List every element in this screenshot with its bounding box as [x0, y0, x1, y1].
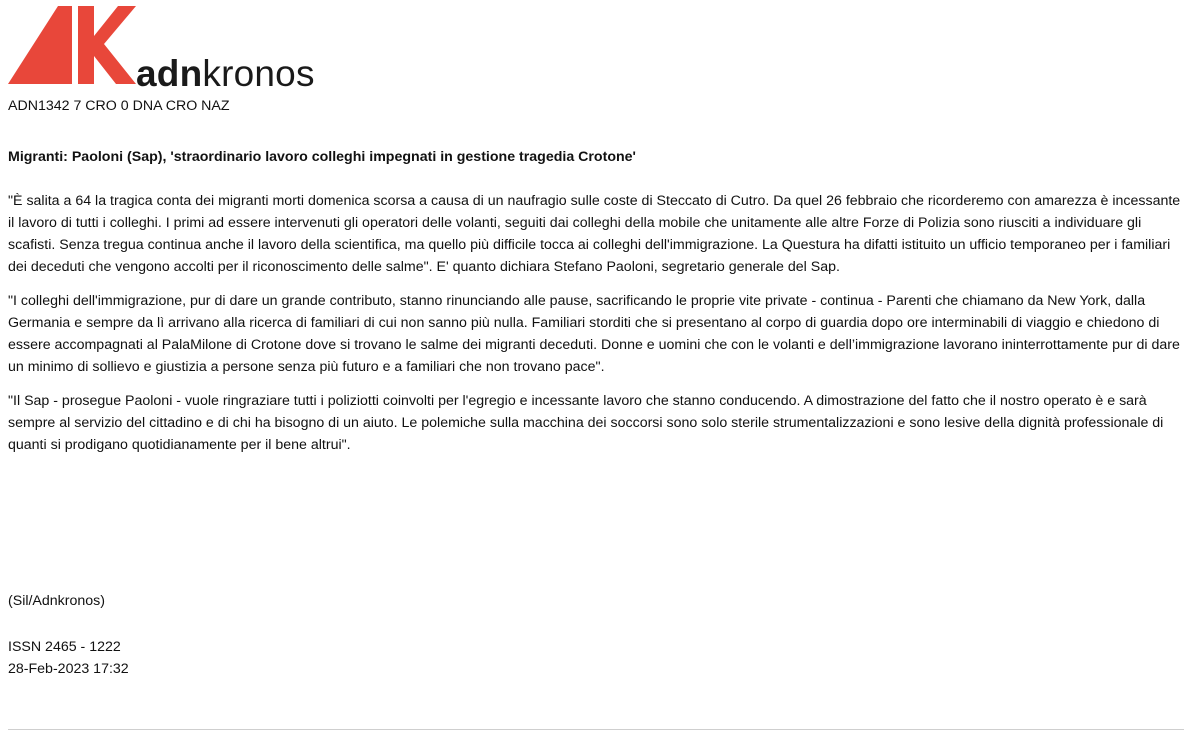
article-paragraph-1: "È salita a 64 la tragica conta dei migranti morti domenica scorsa a causa di un naufragio sulle coste di Steccato di Cutro. Da quel 26 febbraio che ricorderemo con amarezza è incessante il lavoro di tutti i colleghi. I primi ad essere intervenuti gli operatori delle volanti, seguiti dai colleghi della mobile che unitamente alle altre Forze di Polizia sono riusciti a individuare gli scafisti. Senza tregua continua anche il lavoro della scientifica, ma quello più difficile tocca ai colleghi dell'immigrazione. La Questura ha difatti istituito un ufficio temporaneo per i familiari dei deceduti che vengono accolti per il riconoscimento delle salme". E' quanto dichiara Stefano Paoloni, segretario generale del Sap. [8, 193, 1181, 275]
article-body [8, 190, 1184, 468]
logo-brand-regular: kronos [202, 53, 315, 94]
adnkronos-logo [8, 6, 338, 94]
dispatch-code: ADN1342 7 CRO 0 DNA CRO NAZ [8, 98, 230, 114]
bottom-divider [8, 729, 1184, 730]
publication-date: 28-Feb-2023 17:32 [8, 661, 129, 677]
article-paragraph-3: "Il Sap - prosegue Paoloni - vuole ringraziare tutti i poliziotti coinvolti per l'egregio e incessante lavoro che stanno conducendo. A dimostrazione del fatto che il nostro operato è e sarà sempre al servizio del cittadino e di chi ha bisogno di un aiuto. Le polemiche sulla macchina dei soccorsi sono solo sterile strumentalizzazioni e sono lesive della dignità professionale di quanti si prodigano quotidianamente per il bene altrui". [8, 393, 1164, 453]
logo-brand-bold: adn [136, 53, 203, 94]
article-paragraph-2: "I colleghi dell'immigrazione, pur di dare un grande contributo, stanno rinunciando alle pause, sacrificando le proprie vite private - continua - Parenti che chiamano da New York, dalla Germania e sempre da lì arrivano alla ricerca di familiari di cui non sanno più nulla. Familiari storditi che si presentano al corpo di guardia dopo ore interminabili di viaggio e chiedono di essere accompagnati al PalaMilone di Crotone dove si trovano le salme dei migranti deceduti. Donne e uomini che con le volanti e dell’immigrazione lavorano ininterrottamente pur di dare un minimo di sollievo e giustizia a persone senza più futuro e a familiari che non trovano pace". [8, 293, 1180, 375]
article-title: Migranti: Paoloni (Sap), 'straordinario lavoro colleghi impegnati in gestione tragedia Crotone' [8, 149, 636, 165]
adnkronos-logo-mark [8, 6, 138, 86]
adnkronos-wordmark [136, 54, 315, 94]
issn-number: ISSN 2465 - 1222 [8, 639, 121, 655]
article-signature: (Sil/Adnkronos) [8, 593, 105, 609]
